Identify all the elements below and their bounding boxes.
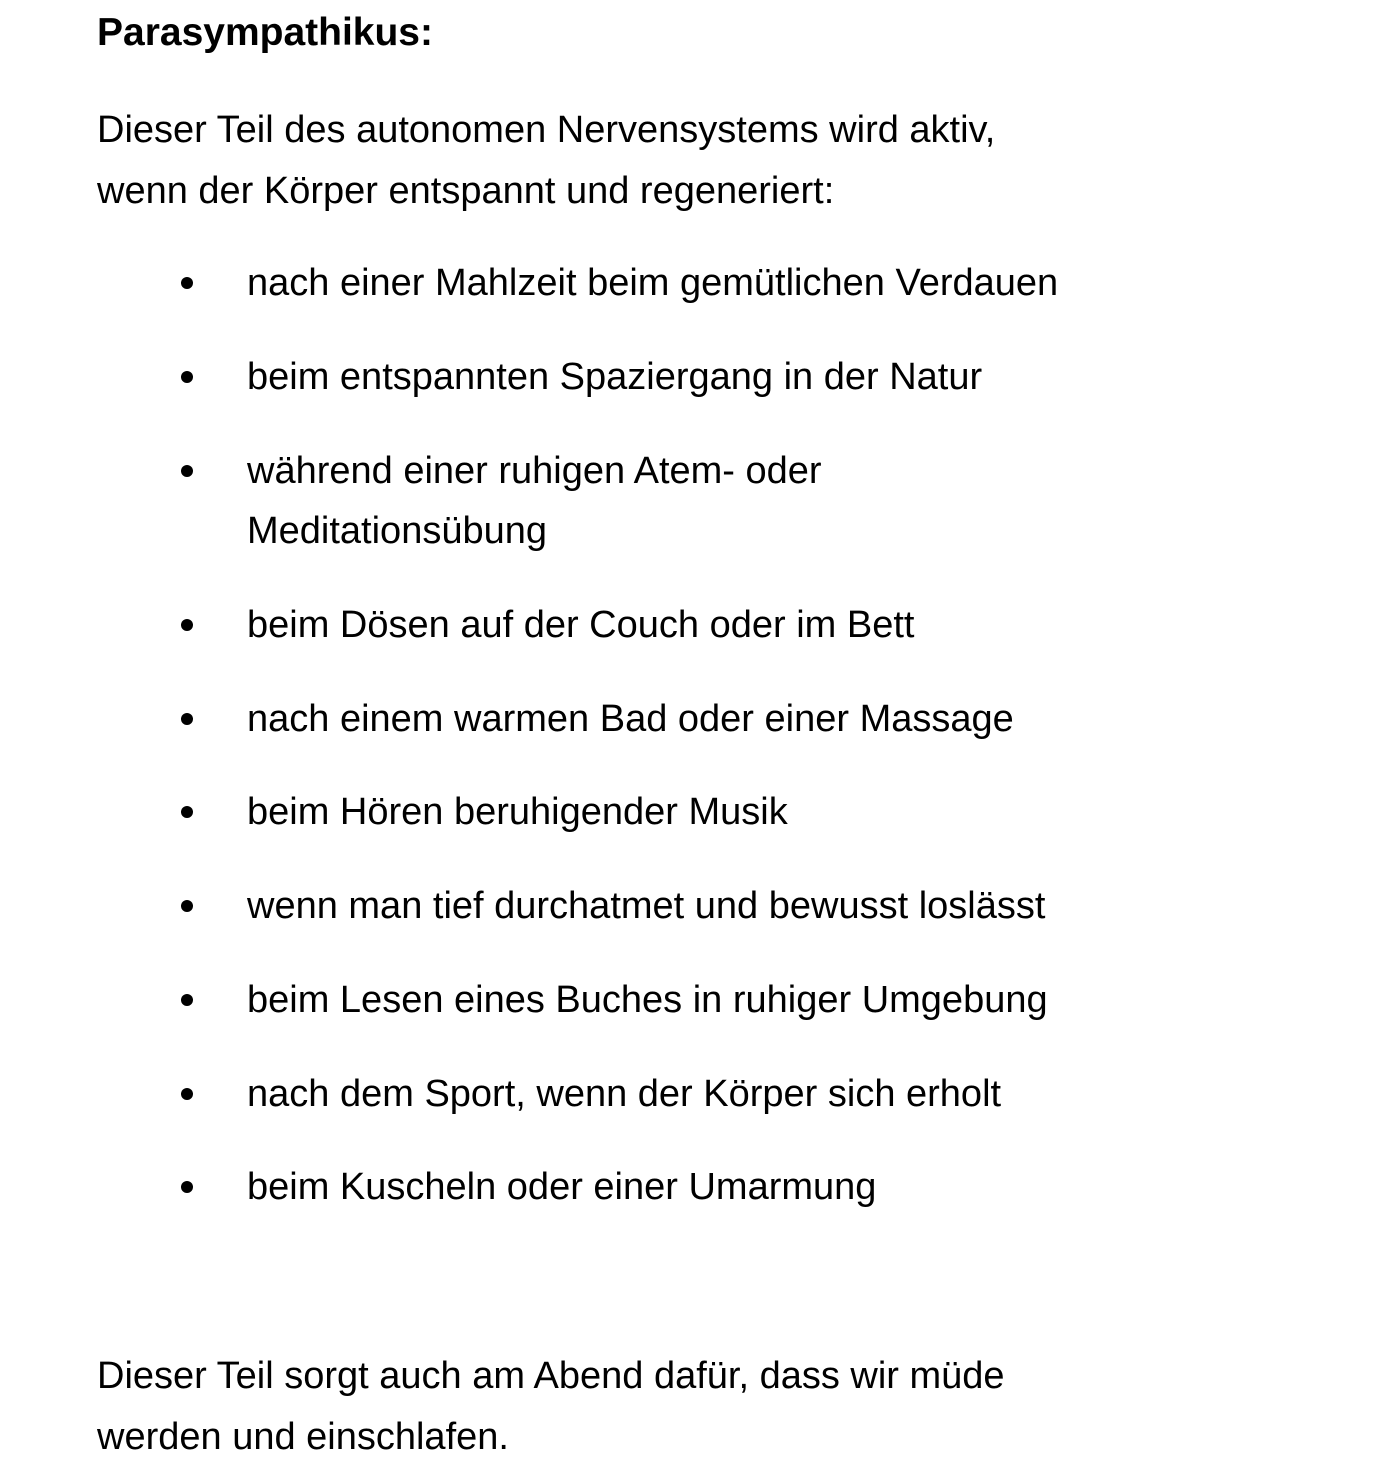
list-item-text: beim Dösen auf der Couch oder im Bett (247, 604, 915, 646)
bullet-icon (181, 371, 193, 383)
bullet-icon (181, 1088, 193, 1100)
list-item-text: beim entspannten Spaziergang in der Natur (247, 356, 983, 398)
intro-paragraph (97, 100, 1217, 222)
list-item-text: nach einer Mahlzeit beim gemütlichen Verdauen (247, 262, 1059, 304)
closing-line-2: werden und einschlafen. (97, 1416, 509, 1458)
bullet-icon (181, 994, 193, 1006)
bullet-icon (181, 465, 193, 477)
closing-paragraph (97, 1346, 1217, 1468)
list-item-text: beim Lesen eines Buches in ruhiger Umgebung (247, 979, 1048, 1021)
bullet-icon (181, 713, 193, 725)
bullet-icon (181, 900, 193, 912)
intro-line-2: wenn der Körper entspannt und regeneriert: (97, 170, 835, 212)
bullet-icon (181, 619, 193, 631)
bullet-icon (181, 1181, 193, 1193)
list-item-text: nach einem warmen Bad oder einer Massage (247, 698, 1014, 740)
list-item-text: während einer ruhigen Atem- oder Meditationsübung (247, 450, 822, 552)
list-item-text: beim Kuscheln oder einer Umarmung (247, 1166, 877, 1208)
bullet-icon (181, 277, 193, 289)
list-item-text: nach dem Sport, wenn der Körper sich erholt (247, 1073, 1002, 1115)
section-heading: Parasympathikus: (97, 11, 433, 54)
intro-line-1: Dieser Teil des autonomen Nervensystems wird aktiv, (97, 109, 996, 151)
closing-line-1: Dieser Teil sorgt auch am Abend dafür, dass wir müde (97, 1355, 1005, 1397)
bullet-icon (181, 806, 193, 818)
list-item-text: wenn man tief durchatmet und bewusst loslässt (247, 885, 1046, 927)
list-item-text: beim Hören beruhigender Musik (247, 791, 788, 833)
